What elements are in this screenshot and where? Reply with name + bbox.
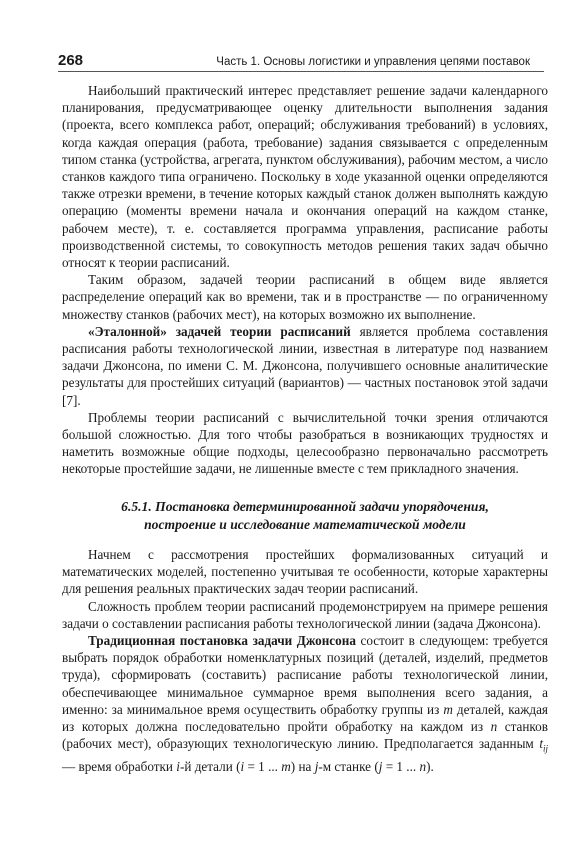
symbol-n: n [490, 719, 498, 735]
main-text-top [62, 82, 548, 478]
page-header [58, 52, 544, 72]
symbol-m-2: m [281, 759, 291, 775]
johnson-bold-lead: Традиционная постановка задачи Джонсона [88, 633, 356, 649]
symbol-i-2: i [240, 759, 245, 775]
symbol-t: t [539, 736, 543, 752]
section-heading [62, 498, 548, 534]
section-heading-line-2: построение и исследование математической модели [144, 517, 466, 532]
symbol-n-2: n [419, 759, 427, 775]
paragraph-demo: Сложность проблем теории расписаний продемонстрируем на примере решения задачи о составлении расписания работы технологической линии (задача Джонсона). [62, 598, 548, 631]
header-rule [58, 71, 544, 72]
johnson-part-8: -м станке ( [318, 759, 379, 775]
running-title: Часть 1. Основы логистики и управления цепями поставок [216, 56, 530, 68]
paragraph-etalon [62, 323, 548, 409]
symbol-m: m [443, 701, 453, 717]
symbol-j-2: j [378, 759, 383, 775]
johnson-part-5: -й детали ( [179, 759, 241, 775]
johnson-part-7: ) на [290, 759, 315, 775]
paragraph-start: Начнем с рассмотрения простейших формализованных ситуаций и математических моделей, постепенно учитывая те особенности, которые характерны для решения реальных практических задач теории расписаний. [62, 547, 548, 597]
etalon-bold-lead: «Эталонной» задачей теории расписаний [88, 323, 351, 339]
paragraph-complexity: Проблемы теории расписаний с вычислительной точки зрения отличаются большой сложностью. Для того чтобы разобраться в возникающих трудностях и наметить возможные общие подходы, целесообразно первоначально рассмотреть некоторые простейшие задачи, не лишенные вместе с тем прикладного значения. [62, 409, 548, 477]
section-heading-line-1: 6.5.1. Постановка детерминированной задачи упорядочения, [121, 499, 489, 514]
johnson-part-9: = 1 ... [382, 759, 420, 775]
johnson-part-2: деталей, каждая из которых должна последовательно пройти обработку на каждом из [62, 701, 548, 735]
etalon-rest: является проблема составления расписания работы технологической линии, известная в литературе под названием задачи Джонсона, по имени С. М. Джонсона, получившего основные аналитические результаты для простейших ситуаций (вариантов) — частных постановок этой задачи [7]. [62, 323, 548, 408]
paragraph-johnson [62, 632, 548, 775]
page-number: 268 [58, 52, 84, 69]
johnson-part-4: — время обработки [62, 759, 177, 775]
paragraph-definition: Таким образом, задачей теории расписаний в общем виде является распределение операций как во времени, так и в пространстве — по ограниченному множеству станков (рабочих мест), на которых возможно их выполнение. [62, 272, 548, 322]
johnson-part-3: станков (рабочих мест), образующих технологическую линию. Предполагается заданным [62, 719, 548, 752]
symbol-i: i [176, 759, 180, 775]
symbol-t-subscript: ij [542, 743, 548, 754]
paragraph-intro: Наибольший практический интерес представляет решение задачи календарного планирования, предусматривающее оценку длительности выполнения задания (проекта, всего комплекса работ, операций; обслуживания требований) в условиях, когда каждая операция (работа, требование) задания связывается с определенным типом станка (устройства, агрегата, пунктом обслуживания), рабочим местом, а число станков каждого типа ограничено. Поскольку в ходе указанной оценки определяются также отрезки времени, в течение которых каждый станок должен выполнять каждую операцию (моменты времени начала и окончания операций на каждом станке, рабочем месте), т. е. составляется программа управления, расписание работы производственной системы, то совокупность методов решения таких задач обычно относят к теории расписаний. [62, 83, 548, 271]
main-text-bottom [62, 546, 548, 775]
johnson-part-1: состоит в следующем: требуется выбрать порядок обработки номенклатурных позиций (деталей, изделий, предметов труда), сформировать (составить) расписание работы технологической линии, обеспечивающее минимальное суммарное время выполнения всего задания, а именно: за минимальное время осуществить обработку группы из [62, 633, 548, 717]
johnson-part-6: = 1 ... [244, 759, 282, 775]
symbol-j: j [314, 759, 319, 775]
johnson-part-10: ). [426, 759, 434, 775]
